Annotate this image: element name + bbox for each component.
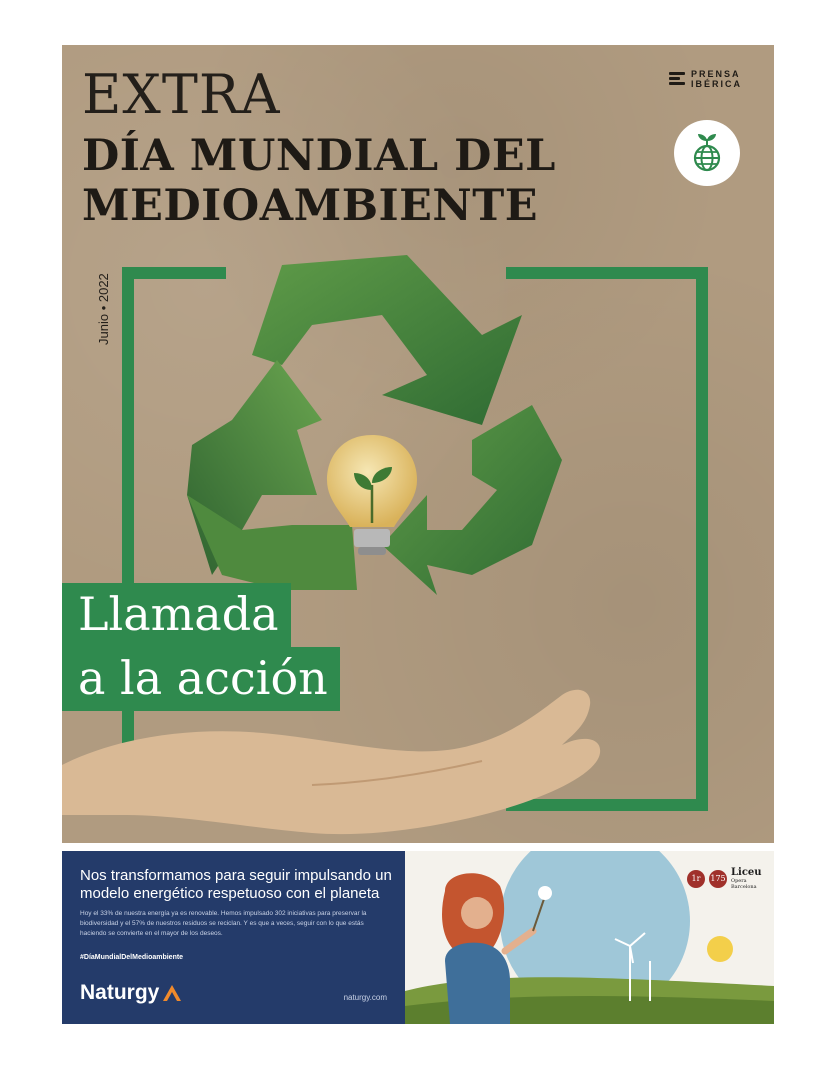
ad-headline: Nos transformamos para seguir impulsando un modelo energético respetuoso con el planeta: [80, 867, 392, 902]
ad-body: Hoy el 33% de nuestra energía ya es renovable. Hemos impulsado 302 iniciativas para preservar la biodiversidad y el 57% de nuestros residuos se reciclan. Y es que a veces, seguir con lo que estás haciendo se convierte en el mayor de los deseos.: [80, 910, 367, 937]
cover-page: [62, 45, 774, 843]
cover-headline: [82, 131, 702, 231]
liceu-badge-1: 1r: [687, 870, 705, 888]
issue-date: Junio • 2022: [96, 273, 111, 345]
naturgy-logo: [80, 981, 183, 1005]
cta-line-2: a la acción: [62, 647, 340, 711]
headline-line-2: MEDIOAMBIENTE: [82, 181, 539, 231]
cta-line-1: Llamada: [62, 583, 291, 647]
ad-url[interactable]: naturgy.com: [343, 993, 387, 1002]
call-to-action-banner: [62, 583, 340, 711]
headline-line-1: DÍA MUNDIAL DEL: [82, 131, 556, 181]
ad-text-panel: [62, 851, 405, 1024]
liceu-logo: [687, 867, 762, 890]
liceu-sub-1: Opera: [731, 878, 747, 884]
brand-line-2: IBÉRICA: [691, 79, 743, 89]
naturgy-flame-icon: [161, 983, 183, 1003]
liceu-name: Liceu: [731, 867, 762, 878]
prensa-iberica-logo-icon: [669, 71, 685, 87]
brand-line-1: PRENSA: [691, 69, 741, 79]
globe-plant-icon: [674, 120, 740, 186]
liceu-badge-2: 175: [709, 870, 727, 888]
cover-kicker: EXTRA: [82, 63, 281, 126]
naturgy-advertisement[interactable]: [62, 851, 774, 1024]
liceu-sub-2: Barcelona: [731, 884, 757, 890]
naturgy-logo-text: Naturgy: [80, 981, 160, 1004]
ad-illustration: [405, 851, 774, 1024]
ad-hashtag: #DíaMundialDelMedioambiente: [80, 954, 184, 961]
prensa-iberica-brand: [669, 69, 742, 89]
